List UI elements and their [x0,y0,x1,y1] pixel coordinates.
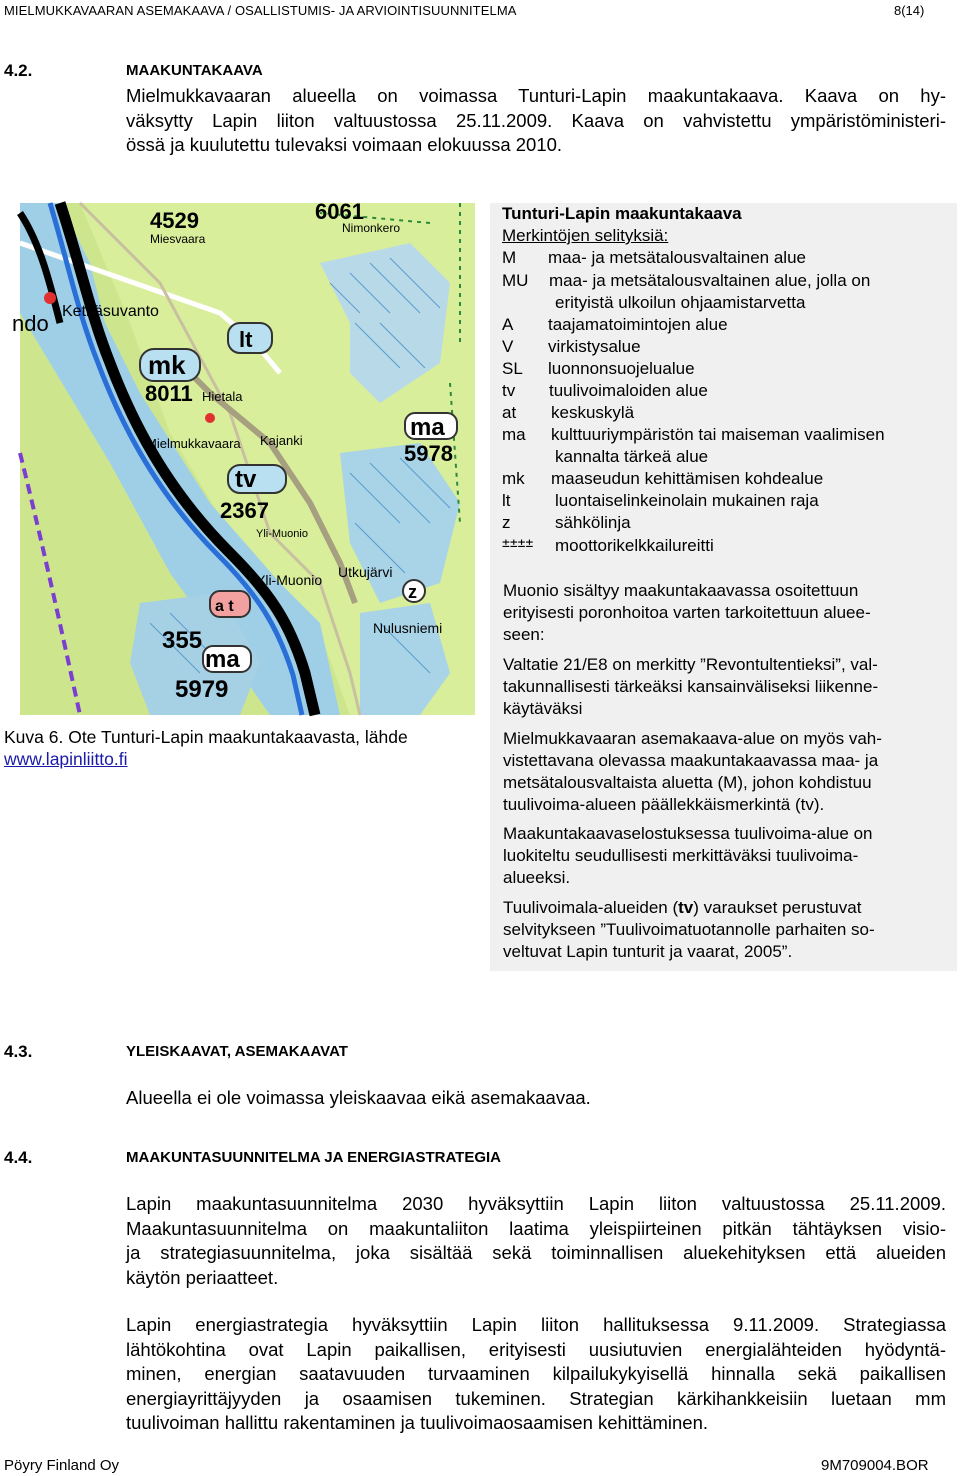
legend-paragraph [503,654,939,720]
legend-desc: luonnonsuojelualue [548,359,695,378]
footer-doc-id: 9M709004.BOR [821,1457,929,1474]
legend-desc: maaseudun kehittämisen kohdealue [551,469,824,488]
section-4-3-number: 4.3. [4,1042,33,1061]
legend-code: mk [502,469,525,488]
text-span: ) varaukset perustuvat [693,898,862,917]
text-line: Lapin maakuntasuunnitelma 2030 hyväksyttiin Lapin liiton valtuustossa 25.11.2009. [126,1193,946,1214]
legend-desc: moottorikelkkailureitti [555,536,714,555]
legend-code: MU [502,271,529,290]
legend-code: z [502,513,511,532]
map-label: Kajanki [260,433,303,448]
text-line: takunnallisesti tärkeäksi kansainväliseksi liikenne- [503,677,879,696]
legend-title: Tunturi-Lapin maakuntakaava [502,204,742,223]
text-line: käytäväksi [503,699,583,718]
map-label: 4529 [150,208,199,233]
map-label: ma [410,414,445,441]
text-line: Valtatie 21/E8 on merkitty ”Revontultentieksi”, val- [503,655,878,674]
map-label: 5978 [404,441,453,466]
map-label: 8011 [145,381,193,406]
section-4-3-title: YLEISKAAVAT, ASEMAKAAVAT [126,1043,348,1060]
text-line: lähtökohtina ovat Lapin paikallisen, erityisesti uusiutuvien energialähteiden hyödyntä- [126,1338,946,1360]
section-4-2-title: MAAKUNTAKAAVA [126,62,263,79]
footer-company: Pöyry Finland Oy [4,1457,120,1474]
map-label: Yli-Muonio [256,528,308,540]
map-label: Ketkäsuvanto [62,303,159,320]
map-label: Miesvaara [150,232,206,246]
section-4-2-text [126,84,946,158]
text-line: össä ja kuulutettu tulevaksi voimaan elokuussa 2010. [126,134,563,155]
plan-map-excerpt [12,199,475,715]
text-line: Lapin energiastrategia hyväksyttiin Lapin liiton hallituksessa 9.11.2009. Strategiassa [126,1314,946,1335]
legend-paragraph [503,580,939,646]
text-line: vistettavana olevassa maakuntakaavassa maa- ja [503,751,879,770]
legend-code: ±±±± [502,536,534,551]
section-4-4-number: 4.4. [4,1148,33,1167]
text-span: Tuulivoimala-alueiden ( [503,898,679,917]
legend-code: A [502,315,514,334]
legend-code: tv [502,381,516,400]
map-label: ndo [12,311,49,336]
text-line: Alueella ei ole voimassa yleiskaavaa eikä asemakaavaa. [126,1087,591,1108]
legend-desc: erityistä ulkoilun ohjaamistarvetta [555,293,806,312]
legend-code: at [502,403,517,422]
legend-desc: kannalta tärkeä alue [555,447,709,466]
text-line: tuulivoiman hallittu rakentaminen ja tuulivoimaosaamisen kehittäminen. [126,1412,709,1433]
legend-desc: virkistysalue [548,337,641,356]
legend-code: SL [502,359,523,378]
map-label: 6061 [315,199,364,224]
page-number: 8(14) [894,3,925,18]
text-line: energiayrittäjyyden ja osaamisen tukeminen. Strategian kärkihankkeisiin luetaan mm [126,1387,946,1409]
map-label: Hietala [202,389,243,404]
text-line: selvitykseen ”Tuulivoimatuotannolle parhaiten so- [503,920,875,939]
section-4-2-number: 4.2. [4,61,33,80]
map-label: 5979 [175,676,229,703]
legend-code: ma [502,425,526,444]
text-line: luokiteltu seudullisesti merkittäväksi tuulivoima- [503,846,859,865]
figure-caption [4,726,408,770]
text-line [503,897,939,919]
map-label: Mielmukkavaara [146,436,241,451]
legend-desc: maa- ja metsätalousvaltainen alue [548,248,806,267]
legend-desc: maa- ja metsätalousvaltainen alue, jolla on [549,271,871,290]
legend-desc: sähkölinja [555,513,631,532]
caption-link[interactable]: www.lapinliitto.fi [4,749,128,769]
text-line: Muonio sisältyy maakuntakaavassa osoitettuun [503,581,859,600]
map-label: Nimonkero [342,221,401,235]
legend-subtitle: Merkintöjen selityksiä: [502,226,669,245]
map-label: z [408,582,417,602]
map-label: mk [148,350,186,380]
legend-desc: keskuskylä [551,403,635,422]
legend-desc: taajamatoimintojen alue [548,315,728,334]
text-line: erityisesti poronhoitoa varten tarkoitettuun aluee- [503,603,871,622]
map-label: Nulusniemi [373,620,443,636]
text-line: tuulivoima-alueen päällekkäismerkintä (tv). [503,795,825,814]
legend-code: V [502,337,514,356]
header-title: MIELMUKKAVAARAN ASEMAKAAVA / OSALLISTUMIS- JA ARVIOINTISUUNNITELMA [4,3,517,18]
text-line: alueeksi. [503,868,571,887]
map-label: 2367 [220,498,269,523]
map-label: ma [205,646,240,673]
legend-code: lt [502,491,511,510]
text-line: seen: [503,625,545,644]
text-line: metsätalousvaltaista aluetta (M), johon kohdistuu [503,773,872,792]
section-4-4-paragraph-2 [126,1313,946,1436]
section-4-3-text [126,1086,591,1111]
text-line: käytön periaatteet. [126,1266,279,1288]
legend-paragraph [503,823,939,889]
caption-text: Kuva 6. Ote Tunturi-Lapin maakuntakaavasta, lähde [4,727,408,747]
text-line: väksytty Lapin liiton valtuustossa 25.11.2009. Kaava on vahvistettu ympäristöministeri- [126,109,946,131]
map-label: lt [239,327,253,352]
tv-code: tv [678,898,694,917]
text-line: Maakuntasuunnitelma on maakuntaliiton laatima yleispiirteinen pitkän tähtäyksen visio- [126,1217,946,1239]
text-line: Mielmukkavaaran alueella on voimassa Tunturi-Lapin maakuntakaava. Kaava on hy- [126,85,946,106]
legend-desc: tuulivoimaloiden alue [549,381,708,400]
text-line: Mielmukkavaaran asemakaava-alue on myös vah- [503,729,882,748]
map-label: a t [215,598,234,615]
legend-desc: luontaiselinkeinolain mukainen raja [555,491,819,510]
text-line: minen, energian saatavuuden turvaaminen kilpailukykyisellä hinnalla sekä paikallisen [126,1363,946,1384]
legend-paragraph [503,897,939,963]
text-line: Maakuntakaavaselostuksessa tuulivoima-alue on [503,824,873,843]
legend-code: M [502,248,517,267]
legend-paragraph [503,728,939,816]
map-label: tv [235,466,257,493]
legend-desc: kulttuuriympäristön tai maiseman vaalimisen [551,425,885,444]
text-line: veltuvat Lapin tunturit ja vaarat, 2005”. [503,942,793,961]
map-label: Utkujärvi [338,564,393,580]
section-4-4-title: MAAKUNTASUUNNITELMA JA ENERGIASTRATEGIA [126,1149,501,1166]
section-4-4-paragraph-1 [126,1192,946,1290]
map-label: Yli-Muonio [256,572,323,588]
text-line: ja strategiasuunnitelma, joka sisältää sekä toiminnallisen aluekehityksen että alueiden [126,1242,946,1263]
plan-map-graphic [12,199,475,715]
map-label: 355 [162,627,203,654]
